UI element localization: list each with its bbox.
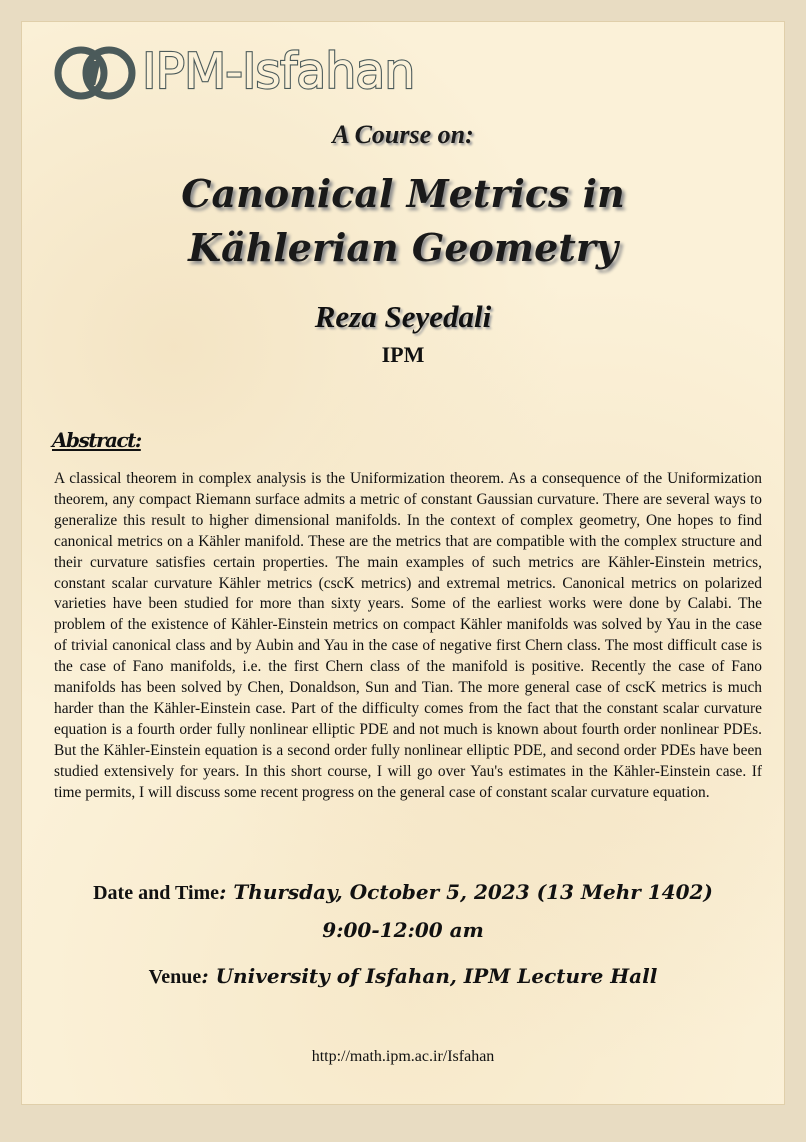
venue-label: Venue [148, 966, 202, 988]
date-label: Date and Time [93, 882, 220, 904]
poster [22, 22, 784, 1104]
footer-url[interactable]: http://math.ipm.ac.ir/Isfahan [311, 1048, 495, 1065]
abstract-heading: Abstract: [52, 428, 141, 452]
speaker-name: Reza Seyedali [314, 299, 492, 334]
course-title [22, 167, 784, 275]
title-line-1: Canonical Metrics in [181, 171, 625, 216]
abstract-body: A classical theorem in complex analysis is the Uniformization theorem. As a consequence of the Uniformization theorem, any compact Riemann surface admits a metric of constant Gaussian curvature. There are several ways to generalize this result to higher dimensional manifolds. In the context of complex geometry, One hopes to find canonical metrics on a Kähler manifold. These are the metrics that are compatible with the complex structure and their curvature satisfies certain properties. The main examples of such metrics are Kähler-Einstein metrics, constant scalar curvature Kähler metrics (cscK metrics) and extremal metrics. Canonical metrics on polarized varieties have been studied for more than sixty years. Some of the earliest works were done by Calabi. The problem of the existence of Kähler-Einstein metrics on compact Kähler manifolds was solved by Yau in the case of trivial canonical class and by Aubin and Yau in the case of negative first Chern class. The most difficult case is the case of Fano manifolds, i.e. the first Chern class of the manifold is positive. Recently the case of Fano manifolds has been solved by Chen, Donaldson, Sun and Tian. The more general case of cscK metrics is much harder than the Kähler-Einstein case. Part of the difficulty comes from the fact that the constant scalar curvature equation is a fourth order fully nonlinear elliptic PDE and not much is known about fourth order nonlinear PDEs. But the Kähler-Einstein equation is a second order fully nonlinear elliptic PDE, and second order PDEs have been studied extensively for years. In this short course, I will go over Yau's estimates in the Kähler-Einstein case. If time permits, I will discuss some recent progress on the general case of constant scalar curvature equation. [54, 470, 762, 801]
course-label: A Course on: [332, 120, 474, 149]
venue [22, 964, 784, 989]
time-value: 9:00-12:00 am [322, 918, 484, 942]
speaker-affiliation: IPM [381, 342, 425, 367]
venue-value: : University of Isfahan, IPM Lecture Hall [201, 964, 658, 988]
title-line-2: Kählerian Geometry [188, 225, 618, 270]
ipm-logo-icon [54, 44, 138, 102]
time-range [22, 918, 784, 943]
logo-text: IPM-Isfahan [142, 43, 415, 100]
logo [54, 44, 449, 102]
date-time [22, 880, 784, 905]
date-value: : Thursday, October 5, 2023 (13 Mehr 1402) [219, 880, 713, 904]
